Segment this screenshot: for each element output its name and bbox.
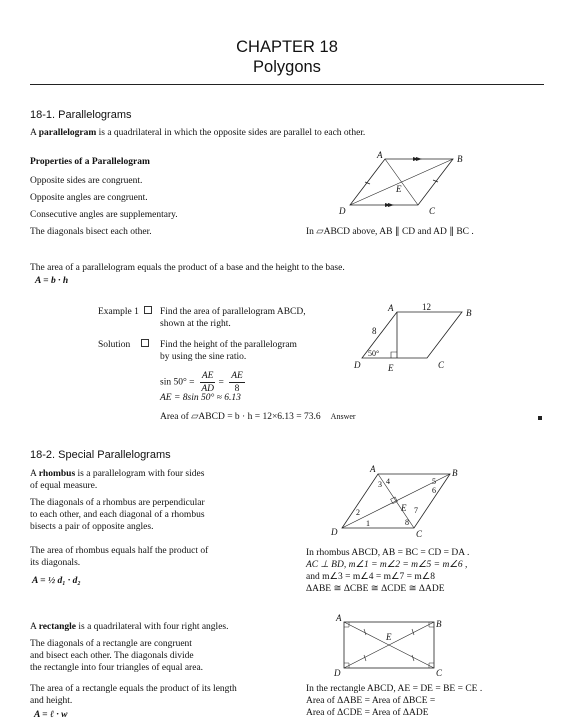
angle-number-5: 5: [432, 477, 436, 486]
property-item: Consecutive angles are supplementary.: [30, 210, 178, 220]
rectangle-definition: A rectangle is a quadrilateral with four right angles.: [30, 622, 229, 632]
parallelogram-caption: In ▱ABCD above, AB ∥ CD and AD ∥ BC .: [306, 227, 474, 237]
vertex-label-a: A: [388, 303, 394, 313]
rhombus-area-line2: its diagonals.: [30, 558, 81, 568]
rhombus-area-formula: A = ½ d₁ · d₂: [32, 576, 81, 586]
chapter-number: CHAPTER 18: [236, 38, 338, 56]
angle-number-8: 8: [405, 518, 409, 527]
solution-text-line2: by using the sine ratio.: [160, 352, 247, 362]
top-length-label: 12: [422, 302, 431, 312]
vertex-label-c: C: [438, 360, 445, 370]
section-heading-special: 18-2. Special Parallelograms: [30, 449, 171, 461]
example-label: Example 1: [98, 306, 156, 318]
vertex-label-c: C: [429, 206, 436, 216]
header-rule: [30, 84, 544, 85]
chapter-title: Polygons: [253, 58, 321, 76]
rhombus-caption-line1: In rhombus ABCD, AB = BC = CD = DA .: [306, 548, 470, 558]
solution-label: Solution: [98, 339, 153, 351]
center-label-e: E: [386, 632, 392, 642]
ae-equation: AE = 8sin 50° ≈ 6.13: [160, 393, 241, 403]
rectangle-diagonals-line1: The diagonals of a rectangle are congruent: [30, 639, 192, 649]
property-item: Opposite sides are congruent.: [30, 176, 143, 186]
rectangle-caption-line3: Area of ΔCDE = Area of ΔADE: [306, 708, 429, 718]
vertex-label-b: B: [452, 468, 458, 478]
rectangle-area-line1: The area of a rectangle equals the product of its length: [30, 684, 237, 694]
rhombus-definition-line2: of equal measure.: [30, 481, 98, 491]
rectangle-figure: [330, 614, 450, 676]
example-parallelogram-figure: [352, 304, 472, 374]
vertex-label-b: B: [457, 154, 463, 164]
rectangle-caption-line2: Area of ΔABE = Area of ΔBCE =: [306, 696, 436, 706]
vertex-label-d: D: [354, 360, 361, 370]
property-item: Opposite angles are congruent.: [30, 193, 148, 203]
angle-number-4: 4: [386, 477, 390, 486]
vertex-label-b: B: [436, 619, 442, 629]
rectangle-caption-line1: In the rectangle ABCD, AE = DE = BE = CE .: [306, 684, 483, 694]
vertex-label-c: C: [416, 529, 423, 539]
vertex-label-d: D: [334, 668, 341, 678]
vertex-label-c: C: [436, 668, 443, 678]
rectangle-area-line2: and height.: [30, 696, 73, 706]
rhombus-figure: [328, 462, 468, 542]
section-heading-parallelograms: 18-1. Parallelograms: [30, 109, 132, 121]
vertex-label-b: B: [466, 308, 472, 318]
vertex-label-a: A: [377, 150, 383, 160]
solution-text-line1: Find the height of the parallelogram: [160, 340, 297, 350]
angle-number-3: 3: [378, 480, 382, 489]
parallelogram-figure: [330, 150, 470, 220]
angle-number-6: 6: [432, 486, 436, 495]
rectangle-diagonals-line2: and bisect each other. The diagonals divide: [30, 651, 194, 661]
angle-number-2: 2: [356, 508, 360, 517]
center-label-e: E: [396, 184, 402, 194]
parallelogram-definition: A parallelogram is a quadrilateral in which the opposite sides are parallel to each other.: [30, 128, 366, 138]
vertex-label-d: D: [331, 527, 338, 537]
parallelogram-area-formula: A = b · h: [35, 276, 69, 286]
rhombus-diagonals-line1: The diagonals of a rhombus are perpendicular: [30, 498, 205, 508]
rectangle-area-formula: A = ℓ · w: [34, 710, 68, 720]
vertex-label-d: D: [339, 206, 346, 216]
angle-label: 50°: [368, 349, 380, 358]
vertex-label-a: A: [336, 613, 342, 623]
rhombus-caption-line2: AC ⊥ BD, m∠1 = m∠2 = m∠5 = m∠6 ,: [306, 560, 468, 570]
area-equation: Area of ▱ABCD = b · h = 12×6.13 = 73.6 Answer: [160, 412, 356, 422]
angle-number-7: 7: [414, 506, 418, 515]
properties-heading: Properties of a Parallelogram: [30, 157, 150, 167]
side-length-label: 8: [372, 326, 377, 336]
rhombus-diagonals-line3: bisects a pair of opposite angles.: [30, 522, 154, 532]
example-text-line2: shown at the right.: [160, 319, 231, 329]
rhombus-diagonals-line2: to each other, and each diagonal of a rhombus: [30, 510, 205, 520]
rhombus-definition: A rhombus is a parallelogram with four sides: [30, 469, 205, 479]
rhombus-caption-line4: ΔABE ≅ ΔCBE ≅ ΔCDE ≅ ΔADE: [306, 584, 445, 594]
angle-number-1: 1: [366, 519, 370, 528]
rectangle-diagonals-line3: the rectangle into four triangles of equal area.: [30, 663, 204, 673]
foot-label-e: E: [388, 363, 394, 373]
parallelogram-area-text: The area of a parallelogram equals the product of a base and the height to the base.: [30, 263, 345, 273]
center-label-e: E: [401, 503, 407, 513]
rhombus-caption-line3: and m∠3 = m∠4 = m∠7 = m∠8: [306, 572, 436, 582]
example-text-line1: Find the area of parallelogram ABCD,: [160, 307, 306, 317]
vertex-label-a: A: [370, 464, 376, 474]
rhombus-area-line1: The area of rhombus equals half the product of: [30, 546, 209, 556]
property-item: The diagonals bisect each other.: [30, 227, 152, 237]
sine-equation: sin 50° = $\frac{AE}{AD}$ = $\frac{AE}{8}$: [160, 371, 243, 394]
end-of-example-mark: [538, 416, 542, 420]
